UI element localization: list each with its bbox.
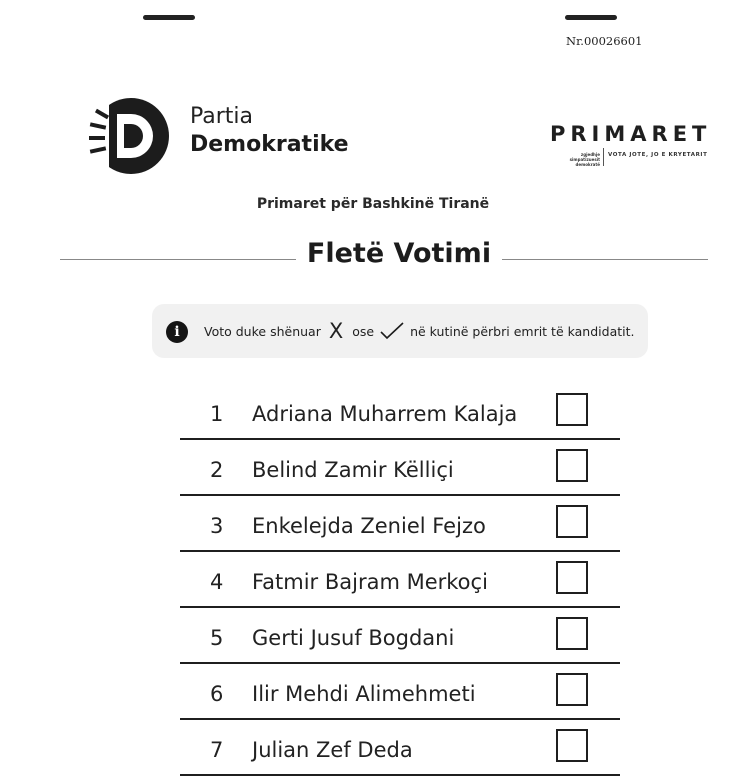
primaret-word: PRIMARET [550, 122, 712, 146]
staple-left [143, 15, 195, 20]
title-row [0, 238, 746, 278]
candidate-number: 6 [210, 682, 224, 706]
candidate-row [180, 496, 620, 552]
candidate-number: 7 [210, 738, 224, 762]
staple-right [565, 15, 617, 20]
candidate-row [180, 608, 620, 664]
candidate-row [180, 552, 620, 608]
candidate-name: Enkelejda Zeniel Fejzo [252, 514, 486, 538]
candidate-number: 1 [210, 402, 224, 426]
pd-logo-icon [87, 96, 171, 176]
candidate-row [180, 440, 620, 496]
party-name [190, 103, 349, 159]
primaret-tagline: VOTA JOTE, JO E KRYETARIT [608, 152, 708, 158]
candidate-name: Belind Zamir Këlliçi [252, 458, 454, 482]
candidate-name: Julian Zef Deda [252, 738, 413, 762]
vote-checkbox[interactable] [556, 505, 588, 538]
primaret-small-text: zgjedhje simpatizuesit demokratë [569, 152, 600, 167]
candidate-row [180, 720, 620, 776]
vote-checkbox[interactable] [556, 673, 588, 706]
title-rule-left [60, 259, 296, 260]
instruction-box [152, 304, 648, 358]
vote-checkbox[interactable] [556, 561, 588, 594]
candidate-list [180, 384, 620, 776]
candidate-number: 2 [210, 458, 224, 482]
party-name-line1: Partia [190, 104, 254, 129]
info-icon: i [166, 321, 188, 343]
candidate-name: Fatmir Bajram Merkoçi [252, 570, 488, 594]
candidate-name: Ilir Mehdi Alimehmeti [252, 682, 476, 706]
instruction-text: Voto duke shënuar X ose në kutinë përbri emrit të kandidatit. [204, 319, 635, 343]
candidate-number: 4 [210, 570, 224, 594]
vote-checkbox[interactable] [556, 393, 588, 426]
primaret-divider [603, 148, 604, 166]
vote-checkbox[interactable] [556, 729, 588, 762]
x-mark: X [328, 319, 344, 343]
vote-checkbox[interactable] [556, 617, 588, 650]
candidate-row [180, 384, 620, 440]
candidate-number: 5 [210, 626, 224, 650]
candidate-name: Gerti Jusuf Bogdani [252, 626, 455, 650]
title-rule-right [502, 259, 708, 260]
candidate-number: 3 [210, 514, 224, 538]
vote-checkbox[interactable] [556, 449, 588, 482]
serial-number: Nr.00026601 [566, 34, 643, 48]
candidate-row [180, 664, 620, 720]
primaret-logo [536, 122, 716, 168]
ballot-title: Fletë Votimi [306, 238, 492, 269]
checkmark-icon [379, 322, 405, 340]
candidate-name: Adriana Muharrem Kalaja [252, 402, 518, 426]
party-name-line2: Demokratike [190, 132, 349, 157]
election-name: Primaret për Bashkinë Tiranë [256, 196, 490, 212]
